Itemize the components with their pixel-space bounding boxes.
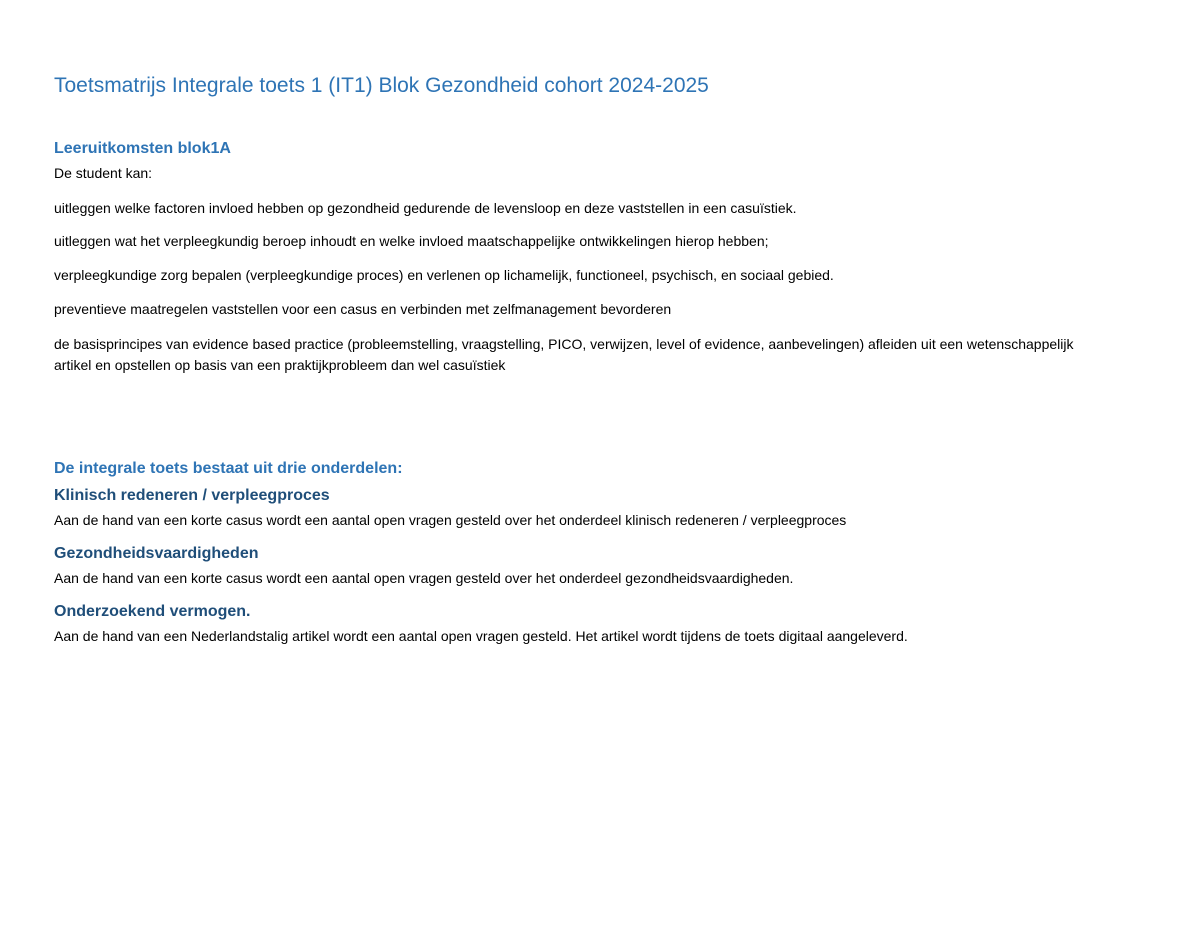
learning-outcome-item: preventieve maatregelen vaststellen voor een casus en verbinden met zelfmanagement bevorderen [54,301,672,317]
test-part-description: Aan de hand van een korte casus wordt een aantal open vragen gesteld over het onderdeel gezondheidsvaardigheden. [54,570,794,586]
test-part-description: Aan de hand van een korte casus wordt een aantal open vragen gesteld over het onderdeel klinisch redeneren / verpleegproces [54,512,847,528]
learning-outcome-item: uitleggen wat het verpleegkundig beroep inhoudt en welke invloed maatschappelijke ontwikkelingen hierop hebben; [54,233,769,249]
learning-outcome-item: verpleegkundige zorg bepalen (verpleegkundige proces) en verlenen op lichamelijk, functioneel, psychisch, en sociaal gebied. [54,267,834,283]
learning-outcome-item: de basisprincipes van evidence based practice (probleemstelling, vraagstelling, PICO, verwijzen, level of evidence, aanbevelingen) afleiden uit een wetenschappelijk artikel en opstellen op basis van een praktijkprobleem dan wel casuïstiek [54,336,1074,373]
test-parts-heading: De integrale toets bestaat uit drie onderdelen: [54,460,403,477]
test-part-description: Aan de hand van een Nederlandstalig artikel wordt een aantal open vragen gesteld. Het artikel wordt tijdens de toets digitaal aangeleverd. [54,628,908,644]
test-part-title: Gezondheidsvaardigheden [54,545,259,562]
learning-outcomes-intro: De student kan: [54,165,153,181]
test-part-title: Onderzoekend vermogen. [54,603,251,620]
learning-outcome-item: uitleggen welke factoren invloed hebben op gezondheid gedurende de levensloop en deze vaststellen in een casuïstiek. [54,200,797,216]
test-part-title: Klinisch redeneren / verpleegproces [54,487,330,504]
learning-outcomes-heading: Leeruitkomsten blok1A [54,140,231,157]
document-title: Toetsmatrijs Integrale toets 1 (IT1) Blok Gezondheid cohort 2024-2025 [54,74,709,97]
